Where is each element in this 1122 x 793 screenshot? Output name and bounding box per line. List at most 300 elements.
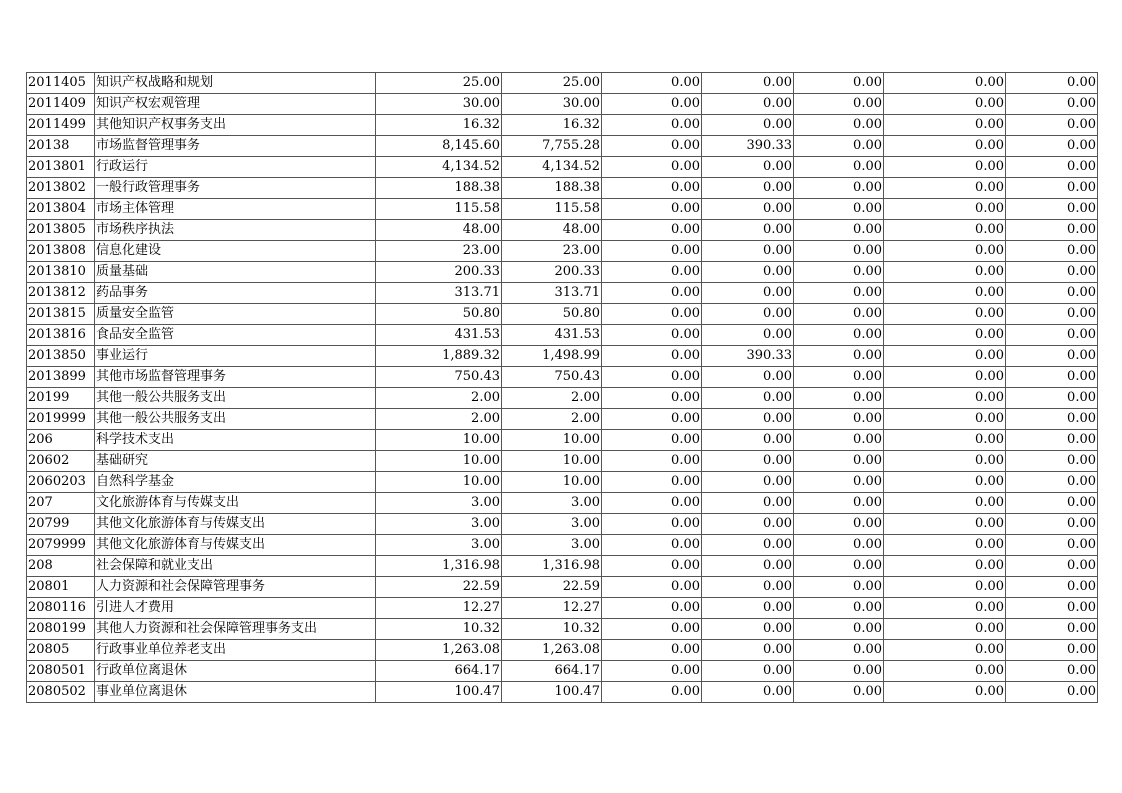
table-row xyxy=(27,514,1098,535)
amount-cell: 2.00 xyxy=(376,409,502,430)
amount-cell: 188.38 xyxy=(376,178,502,199)
subject-name-cell: 一般行政管理事务 xyxy=(95,178,376,199)
subject-code-cell: 207 xyxy=(27,493,95,514)
amount-cell: 0.00 xyxy=(702,220,794,241)
amount-cell: 0.00 xyxy=(602,535,702,556)
amount-cell: 10.00 xyxy=(376,472,502,493)
subject-name-cell: 信息化建设 xyxy=(95,241,376,262)
table-row xyxy=(27,157,1098,178)
amount-cell: 0.00 xyxy=(884,577,1006,598)
amount-cell: 1,263.08 xyxy=(502,640,602,661)
amount-cell: 0.00 xyxy=(702,535,794,556)
subject-code-cell: 2080501 xyxy=(27,661,95,682)
amount-cell: 25.00 xyxy=(502,73,602,94)
amount-cell: 0.00 xyxy=(602,199,702,220)
amount-cell: 0.00 xyxy=(884,472,1006,493)
amount-cell: 10.00 xyxy=(502,472,602,493)
subject-name-cell: 知识产权战略和规划 xyxy=(95,73,376,94)
amount-cell: 0.00 xyxy=(702,556,794,577)
amount-cell: 0.00 xyxy=(794,262,884,283)
amount-cell: 4,134.52 xyxy=(502,157,602,178)
amount-cell: 664.17 xyxy=(502,661,602,682)
subject-name-cell: 行政事业单位养老支出 xyxy=(95,640,376,661)
table-row xyxy=(27,262,1098,283)
table-row xyxy=(27,577,1098,598)
subject-name-cell: 其他知识产权事务支出 xyxy=(95,115,376,136)
amount-cell: 0.00 xyxy=(794,556,884,577)
amount-cell: 0.00 xyxy=(794,367,884,388)
amount-cell: 0.00 xyxy=(884,346,1006,367)
subject-name-cell: 食品安全监管 xyxy=(95,325,376,346)
table-row xyxy=(27,325,1098,346)
amount-cell: 0.00 xyxy=(1006,304,1098,325)
subject-code-cell: 2013808 xyxy=(27,241,95,262)
subject-code-cell: 20799 xyxy=(27,514,95,535)
amount-cell: 0.00 xyxy=(702,73,794,94)
budget-expenditure-table xyxy=(26,72,1098,703)
amount-cell: 0.00 xyxy=(702,514,794,535)
amount-cell: 0.00 xyxy=(794,73,884,94)
subject-code-cell: 2013816 xyxy=(27,325,95,346)
amount-cell: 0.00 xyxy=(794,430,884,451)
table-row xyxy=(27,556,1098,577)
amount-cell: 0.00 xyxy=(794,346,884,367)
table-row xyxy=(27,682,1098,703)
subject-code-cell: 2080199 xyxy=(27,619,95,640)
table-row xyxy=(27,178,1098,199)
amount-cell: 10.00 xyxy=(502,430,602,451)
amount-cell: 0.00 xyxy=(1006,199,1098,220)
subject-code-cell: 20199 xyxy=(27,388,95,409)
amount-cell: 23.00 xyxy=(502,241,602,262)
amount-cell: 50.80 xyxy=(502,304,602,325)
amount-cell: 0.00 xyxy=(794,619,884,640)
amount-cell: 431.53 xyxy=(376,325,502,346)
amount-cell: 3.00 xyxy=(376,514,502,535)
amount-cell: 0.00 xyxy=(794,640,884,661)
amount-cell: 0.00 xyxy=(702,577,794,598)
amount-cell: 0.00 xyxy=(1006,178,1098,199)
amount-cell: 0.00 xyxy=(794,220,884,241)
amount-cell: 0.00 xyxy=(702,661,794,682)
table-row xyxy=(27,199,1098,220)
amount-cell: 0.00 xyxy=(702,199,794,220)
table-body xyxy=(27,73,1098,703)
amount-cell: 0.00 xyxy=(702,451,794,472)
amount-cell: 0.00 xyxy=(794,283,884,304)
amount-cell: 4,134.52 xyxy=(376,157,502,178)
amount-cell: 0.00 xyxy=(794,661,884,682)
amount-cell: 0.00 xyxy=(602,346,702,367)
amount-cell: 0.00 xyxy=(1006,388,1098,409)
table-row xyxy=(27,346,1098,367)
amount-cell: 0.00 xyxy=(1006,115,1098,136)
table-row xyxy=(27,535,1098,556)
subject-name-cell: 行政单位离退休 xyxy=(95,661,376,682)
amount-cell: 750.43 xyxy=(376,367,502,388)
amount-cell: 0.00 xyxy=(884,514,1006,535)
amount-cell: 313.71 xyxy=(376,283,502,304)
amount-cell: 0.00 xyxy=(1006,514,1098,535)
amount-cell: 0.00 xyxy=(884,94,1006,115)
subject-code-cell: 2080502 xyxy=(27,682,95,703)
amount-cell: 0.00 xyxy=(1006,94,1098,115)
subject-code-cell: 2013810 xyxy=(27,262,95,283)
amount-cell: 48.00 xyxy=(502,220,602,241)
amount-cell: 0.00 xyxy=(602,430,702,451)
subject-code-cell: 2011409 xyxy=(27,94,95,115)
amount-cell: 200.33 xyxy=(502,262,602,283)
amount-cell: 0.00 xyxy=(1006,325,1098,346)
amount-cell: 0.00 xyxy=(602,472,702,493)
subject-code-cell: 2011405 xyxy=(27,73,95,94)
amount-cell: 50.80 xyxy=(376,304,502,325)
amount-cell: 10.32 xyxy=(502,619,602,640)
amount-cell: 0.00 xyxy=(794,388,884,409)
amount-cell: 0.00 xyxy=(702,262,794,283)
amount-cell: 3.00 xyxy=(502,493,602,514)
amount-cell: 115.58 xyxy=(376,199,502,220)
amount-cell: 0.00 xyxy=(602,388,702,409)
amount-cell: 0.00 xyxy=(602,640,702,661)
amount-cell: 0.00 xyxy=(884,178,1006,199)
table-row xyxy=(27,409,1098,430)
amount-cell: 0.00 xyxy=(602,136,702,157)
subject-name-cell: 事业单位离退休 xyxy=(95,682,376,703)
amount-cell: 0.00 xyxy=(602,682,702,703)
amount-cell: 16.32 xyxy=(502,115,602,136)
amount-cell: 0.00 xyxy=(702,430,794,451)
amount-cell: 0.00 xyxy=(884,325,1006,346)
amount-cell: 1,316.98 xyxy=(376,556,502,577)
subject-name-cell: 自然科学基金 xyxy=(95,472,376,493)
amount-cell: 0.00 xyxy=(602,304,702,325)
amount-cell: 0.00 xyxy=(1006,682,1098,703)
subject-name-cell: 事业运行 xyxy=(95,346,376,367)
amount-cell: 0.00 xyxy=(884,241,1006,262)
amount-cell: 0.00 xyxy=(884,535,1006,556)
amount-cell: 0.00 xyxy=(602,94,702,115)
amount-cell: 0.00 xyxy=(702,619,794,640)
amount-cell: 0.00 xyxy=(794,577,884,598)
amount-cell: 48.00 xyxy=(376,220,502,241)
amount-cell: 0.00 xyxy=(884,262,1006,283)
amount-cell: 0.00 xyxy=(602,451,702,472)
amount-cell: 23.00 xyxy=(376,241,502,262)
amount-cell: 0.00 xyxy=(884,493,1006,514)
amount-cell: 0.00 xyxy=(794,598,884,619)
amount-cell: 0.00 xyxy=(702,409,794,430)
amount-cell: 0.00 xyxy=(1006,640,1098,661)
amount-cell: 0.00 xyxy=(602,409,702,430)
subject-name-cell: 药品事务 xyxy=(95,283,376,304)
amount-cell: 390.33 xyxy=(702,346,794,367)
subject-code-cell: 2011499 xyxy=(27,115,95,136)
amount-cell: 0.00 xyxy=(702,241,794,262)
subject-name-cell: 质量安全监管 xyxy=(95,304,376,325)
amount-cell: 0.00 xyxy=(702,598,794,619)
subject-name-cell: 行政运行 xyxy=(95,157,376,178)
amount-cell: 0.00 xyxy=(602,115,702,136)
amount-cell: 0.00 xyxy=(794,241,884,262)
amount-cell: 8,145.60 xyxy=(376,136,502,157)
amount-cell: 0.00 xyxy=(702,94,794,115)
amount-cell: 0.00 xyxy=(1006,535,1098,556)
table-row xyxy=(27,472,1098,493)
amount-cell: 25.00 xyxy=(376,73,502,94)
amount-cell: 3.00 xyxy=(376,493,502,514)
amount-cell: 0.00 xyxy=(602,73,702,94)
amount-cell: 200.33 xyxy=(376,262,502,283)
amount-cell: 0.00 xyxy=(884,220,1006,241)
amount-cell: 0.00 xyxy=(1006,136,1098,157)
amount-cell: 0.00 xyxy=(602,283,702,304)
amount-cell: 664.17 xyxy=(376,661,502,682)
amount-cell: 0.00 xyxy=(884,682,1006,703)
amount-cell: 0.00 xyxy=(884,451,1006,472)
amount-cell: 313.71 xyxy=(502,283,602,304)
subject-name-cell: 基础研究 xyxy=(95,451,376,472)
table-row xyxy=(27,136,1098,157)
amount-cell: 0.00 xyxy=(794,136,884,157)
amount-cell: 0.00 xyxy=(1006,451,1098,472)
amount-cell: 0.00 xyxy=(602,514,702,535)
amount-cell: 188.38 xyxy=(502,178,602,199)
amount-cell: 0.00 xyxy=(884,157,1006,178)
amount-cell: 0.00 xyxy=(1006,409,1098,430)
amount-cell: 0.00 xyxy=(1006,619,1098,640)
table-row xyxy=(27,73,1098,94)
amount-cell: 0.00 xyxy=(702,388,794,409)
subject-code-cell: 2079999 xyxy=(27,535,95,556)
amount-cell: 0.00 xyxy=(702,283,794,304)
subject-code-cell: 2019999 xyxy=(27,409,95,430)
subject-code-cell: 2013815 xyxy=(27,304,95,325)
subject-name-cell: 市场秩序执法 xyxy=(95,220,376,241)
amount-cell: 0.00 xyxy=(884,430,1006,451)
amount-cell: 1,889.32 xyxy=(376,346,502,367)
amount-cell: 0.00 xyxy=(602,325,702,346)
amount-cell: 0.00 xyxy=(884,598,1006,619)
amount-cell: 0.00 xyxy=(1006,346,1098,367)
table-row xyxy=(27,640,1098,661)
amount-cell: 0.00 xyxy=(702,472,794,493)
amount-cell: 115.58 xyxy=(502,199,602,220)
amount-cell: 0.00 xyxy=(794,325,884,346)
amount-cell: 12.27 xyxy=(376,598,502,619)
amount-cell: 100.47 xyxy=(502,682,602,703)
subject-code-cell: 2013899 xyxy=(27,367,95,388)
amount-cell: 0.00 xyxy=(1006,472,1098,493)
subject-name-cell: 其他文化旅游体育与传媒支出 xyxy=(95,535,376,556)
amount-cell: 0.00 xyxy=(602,367,702,388)
amount-cell: 1,316.98 xyxy=(502,556,602,577)
table-row xyxy=(27,661,1098,682)
amount-cell: 22.59 xyxy=(502,577,602,598)
amount-cell: 3.00 xyxy=(502,535,602,556)
subject-name-cell: 市场主体管理 xyxy=(95,199,376,220)
amount-cell: 0.00 xyxy=(1006,73,1098,94)
amount-cell: 0.00 xyxy=(1006,220,1098,241)
table-row xyxy=(27,598,1098,619)
amount-cell: 0.00 xyxy=(702,367,794,388)
subject-code-cell: 20138 xyxy=(27,136,95,157)
table-row xyxy=(27,241,1098,262)
amount-cell: 0.00 xyxy=(702,493,794,514)
amount-cell: 0.00 xyxy=(884,136,1006,157)
amount-cell: 3.00 xyxy=(502,514,602,535)
amount-cell: 2.00 xyxy=(502,409,602,430)
amount-cell: 0.00 xyxy=(1006,283,1098,304)
amount-cell: 0.00 xyxy=(884,283,1006,304)
table-row xyxy=(27,388,1098,409)
subject-code-cell: 20801 xyxy=(27,577,95,598)
amount-cell: 0.00 xyxy=(702,682,794,703)
subject-name-cell: 知识产权宏观管理 xyxy=(95,94,376,115)
amount-cell: 0.00 xyxy=(702,178,794,199)
subject-name-cell: 市场监督管理事务 xyxy=(95,136,376,157)
amount-cell: 7,755.28 xyxy=(502,136,602,157)
amount-cell: 0.00 xyxy=(1006,493,1098,514)
amount-cell: 0.00 xyxy=(602,157,702,178)
amount-cell: 3.00 xyxy=(376,535,502,556)
amount-cell: 0.00 xyxy=(602,598,702,619)
table-row xyxy=(27,493,1098,514)
amount-cell: 0.00 xyxy=(794,94,884,115)
subject-name-cell: 科学技术支出 xyxy=(95,430,376,451)
amount-cell: 0.00 xyxy=(602,220,702,241)
amount-cell: 0.00 xyxy=(794,514,884,535)
amount-cell: 0.00 xyxy=(884,73,1006,94)
amount-cell: 12.27 xyxy=(502,598,602,619)
amount-cell: 0.00 xyxy=(794,472,884,493)
amount-cell: 0.00 xyxy=(702,304,794,325)
subject-code-cell: 2080116 xyxy=(27,598,95,619)
amount-cell: 0.00 xyxy=(794,304,884,325)
amount-cell: 750.43 xyxy=(502,367,602,388)
amount-cell: 100.47 xyxy=(376,682,502,703)
amount-cell: 16.32 xyxy=(376,115,502,136)
amount-cell: 0.00 xyxy=(1006,157,1098,178)
amount-cell: 10.00 xyxy=(376,430,502,451)
subject-code-cell: 2013804 xyxy=(27,199,95,220)
subject-name-cell: 其他市场监督管理事务 xyxy=(95,367,376,388)
amount-cell: 0.00 xyxy=(602,619,702,640)
amount-cell: 0.00 xyxy=(794,199,884,220)
amount-cell: 0.00 xyxy=(884,409,1006,430)
table-row xyxy=(27,367,1098,388)
subject-name-cell: 引进人才费用 xyxy=(95,598,376,619)
subject-name-cell: 质量基础 xyxy=(95,262,376,283)
subject-name-cell: 其他一般公共服务支出 xyxy=(95,409,376,430)
amount-cell: 0.00 xyxy=(884,556,1006,577)
subject-name-cell: 其他文化旅游体育与传媒支出 xyxy=(95,514,376,535)
amount-cell: 10.32 xyxy=(376,619,502,640)
amount-cell: 2.00 xyxy=(502,388,602,409)
amount-cell: 0.00 xyxy=(602,178,702,199)
amount-cell: 2.00 xyxy=(376,388,502,409)
subject-code-cell: 208 xyxy=(27,556,95,577)
table-row xyxy=(27,619,1098,640)
amount-cell: 0.00 xyxy=(602,661,702,682)
amount-cell: 0.00 xyxy=(602,493,702,514)
table-row xyxy=(27,430,1098,451)
amount-cell: 30.00 xyxy=(502,94,602,115)
amount-cell: 0.00 xyxy=(602,577,702,598)
subject-code-cell: 2013812 xyxy=(27,283,95,304)
amount-cell: 0.00 xyxy=(602,241,702,262)
amount-cell: 1,498.99 xyxy=(502,346,602,367)
subject-name-cell: 其他人力资源和社会保障管理事务支出 xyxy=(95,619,376,640)
subject-code-cell: 206 xyxy=(27,430,95,451)
amount-cell: 0.00 xyxy=(602,262,702,283)
subject-name-cell: 人力资源和社会保障管理事务 xyxy=(95,577,376,598)
amount-cell: 0.00 xyxy=(884,661,1006,682)
amount-cell: 0.00 xyxy=(794,535,884,556)
amount-cell: 0.00 xyxy=(794,409,884,430)
amount-cell: 0.00 xyxy=(602,556,702,577)
subject-name-cell: 文化旅游体育与传媒支出 xyxy=(95,493,376,514)
amount-cell: 0.00 xyxy=(884,619,1006,640)
amount-cell: 0.00 xyxy=(702,115,794,136)
amount-cell: 0.00 xyxy=(1006,262,1098,283)
amount-cell: 10.00 xyxy=(502,451,602,472)
table-row xyxy=(27,94,1098,115)
amount-cell: 22.59 xyxy=(376,577,502,598)
amount-cell: 0.00 xyxy=(1006,598,1098,619)
amount-cell: 0.00 xyxy=(1006,661,1098,682)
amount-cell: 0.00 xyxy=(1006,241,1098,262)
amount-cell: 0.00 xyxy=(884,388,1006,409)
amount-cell: 0.00 xyxy=(794,682,884,703)
table-row xyxy=(27,304,1098,325)
amount-cell: 0.00 xyxy=(884,199,1006,220)
amount-cell: 0.00 xyxy=(884,367,1006,388)
amount-cell: 0.00 xyxy=(1006,367,1098,388)
table-row xyxy=(27,220,1098,241)
amount-cell: 10.00 xyxy=(376,451,502,472)
amount-cell: 0.00 xyxy=(1006,556,1098,577)
subject-name-cell: 其他一般公共服务支出 xyxy=(95,388,376,409)
amount-cell: 1,263.08 xyxy=(376,640,502,661)
amount-cell: 0.00 xyxy=(794,493,884,514)
subject-code-cell: 2060203 xyxy=(27,472,95,493)
amount-cell: 0.00 xyxy=(1006,430,1098,451)
table-row xyxy=(27,115,1098,136)
amount-cell: 0.00 xyxy=(794,157,884,178)
table-row xyxy=(27,451,1098,472)
amount-cell: 0.00 xyxy=(1006,577,1098,598)
amount-cell: 0.00 xyxy=(794,451,884,472)
amount-cell: 0.00 xyxy=(884,304,1006,325)
amount-cell: 0.00 xyxy=(702,640,794,661)
amount-cell: 0.00 xyxy=(794,178,884,199)
amount-cell: 0.00 xyxy=(794,115,884,136)
subject-code-cell: 2013805 xyxy=(27,220,95,241)
subject-code-cell: 2013801 xyxy=(27,157,95,178)
amount-cell: 0.00 xyxy=(884,640,1006,661)
amount-cell: 0.00 xyxy=(702,325,794,346)
amount-cell: 0.00 xyxy=(884,115,1006,136)
table-row xyxy=(27,283,1098,304)
subject-code-cell: 2013802 xyxy=(27,178,95,199)
amount-cell: 0.00 xyxy=(702,157,794,178)
subject-name-cell: 社会保障和就业支出 xyxy=(95,556,376,577)
subject-code-cell: 20602 xyxy=(27,451,95,472)
amount-cell: 390.33 xyxy=(702,136,794,157)
amount-cell: 30.00 xyxy=(376,94,502,115)
amount-cell: 431.53 xyxy=(502,325,602,346)
